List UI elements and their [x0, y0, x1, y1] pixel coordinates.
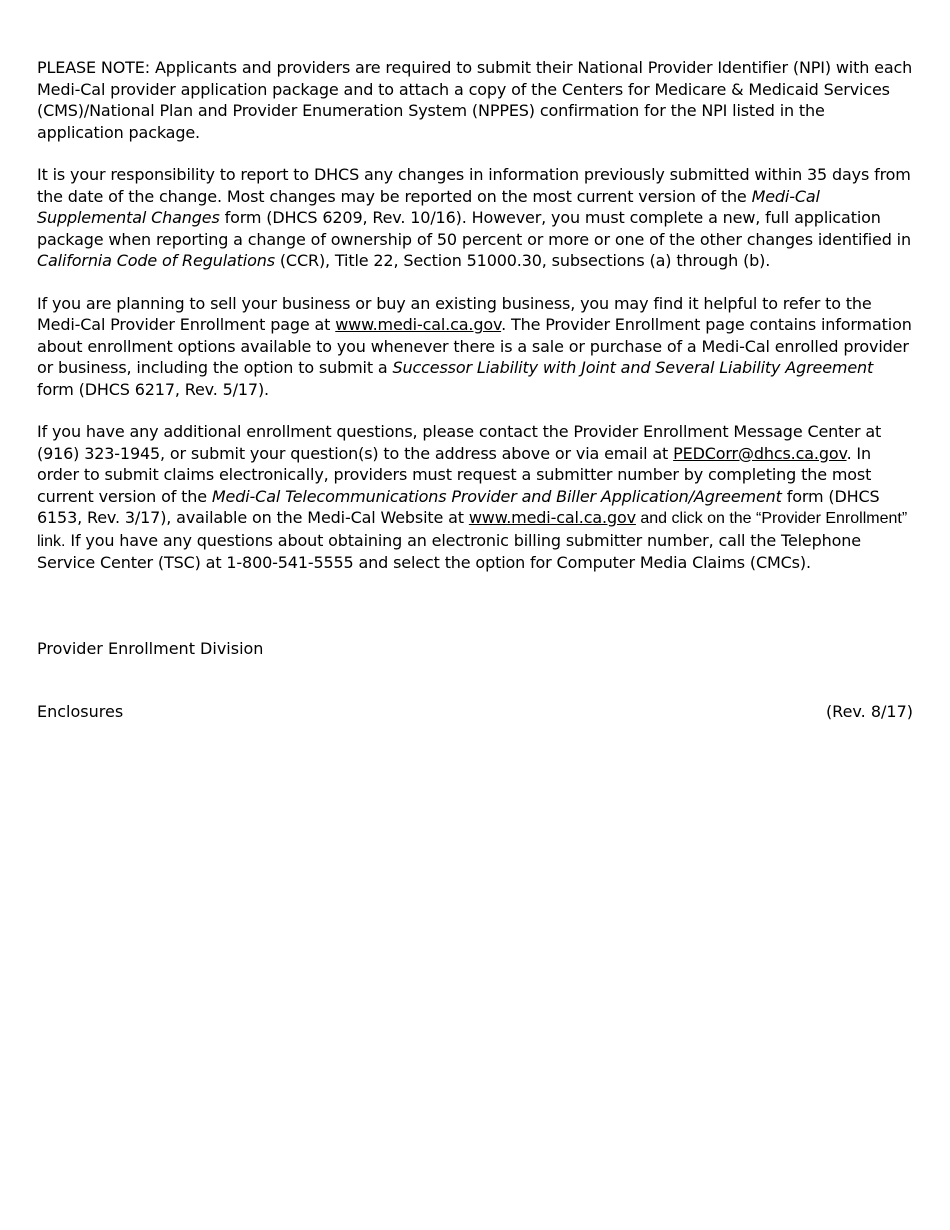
npi-note-text: Applicants and providers are required to submit their National Provider Identifier (NPI) with each Medi-Cal provider application package and to attach a copy of the Centers for Medicare & Medicaid Services (CMS)/National Plan and Provider Enumeration System (NPPES) confirmation for the NPI listed in the application package.	[37, 58, 913, 142]
pedcorr-email-link[interactable]: PEDCorr@dhcs.ca.gov	[673, 443, 847, 463]
paragraph-sell-business	[37, 293, 913, 401]
supplemental-changes-form-title: Medi-Cal Supplemental Changes	[37, 186, 820, 227]
sell-business-text-1: If you are planning to sell your business or buy an existing business, you may find it helpful to refer to the Medi-Cal Provider Enrollment page at	[37, 293, 872, 334]
successor-liability-form-title: Successor Liability with Joint and Several Liability Agreement	[392, 358, 874, 377]
questions-text-2: . In order to submit claims electronically, providers must request a submitter number by completing the most current version of the	[37, 443, 872, 506]
paragraph-enrollment-questions	[37, 421, 913, 574]
signature-division: Provider Enrollment Division	[37, 638, 264, 658]
questions-text-1: If you have any additional enrollment questions, please contact the Provider Enrollment Message Center at (916) 323-1945, or submit your question(s) to the address above or via email at	[37, 422, 882, 463]
sell-business-text-3: form (DHCS 6217, Rev. 5/17).	[37, 379, 269, 399]
report-changes-text-2: form (DHCS 6209, Rev. 10/16). However, you must complete a new, full application package when reporting a change of ownership of 50 percent or more or one of the other changes identified in	[37, 208, 911, 249]
document-page	[37, 57, 913, 723]
report-changes-text-1: It is your responsibility to report to DHCS any changes in information previously submitted within 35 days from the date of the change. Most changes may be reported on the most current version of the	[37, 165, 911, 206]
sell-business-text-2: . The Provider Enrollment page contains information about enrollment options available to you whenever there is a sale or purchase of a Medi-Cal enrolled provider or business, including the option to submit a	[37, 315, 912, 377]
enclosures-label: Enclosures	[37, 702, 124, 721]
signature-spacer	[37, 595, 913, 638]
telecommunications-form-title: Medi-Cal Telecommunications Provider and Biller Application/Agreement	[211, 486, 782, 506]
please-note-label: PLEASE NOTE:	[37, 58, 151, 77]
ccr-title: California Code of Regulations	[37, 251, 275, 270]
report-changes-text-3: (CCR), Title 22, Section 51000.30, subsections (a) through (b).	[274, 251, 771, 270]
provider-enrollment-link-text: and click on the “Provider Enrollment” link.	[37, 510, 908, 550]
questions-text-3: form (DHCS 6153, Rev. 3/17), available on the Medi-Cal Website at	[37, 486, 880, 527]
medi-cal-website-link[interactable]: www.medi-cal.ca.gov	[335, 315, 502, 334]
revision-label: (Rev. 8/17)	[825, 702, 913, 721]
medi-cal-website-link-2[interactable]: www.medi-cal.ca.gov	[468, 508, 636, 527]
footer-row	[37, 701, 913, 723]
paragraph-report-changes	[37, 164, 913, 272]
questions-text-5: If you have any questions about obtaining an electronic billing submitter number, call the Telephone Service Center (TSC) at 1-800-541-5555 and select the option for Computer Media Claims (CMCs).	[37, 530, 861, 572]
paragraph-npi-note	[37, 57, 913, 143]
